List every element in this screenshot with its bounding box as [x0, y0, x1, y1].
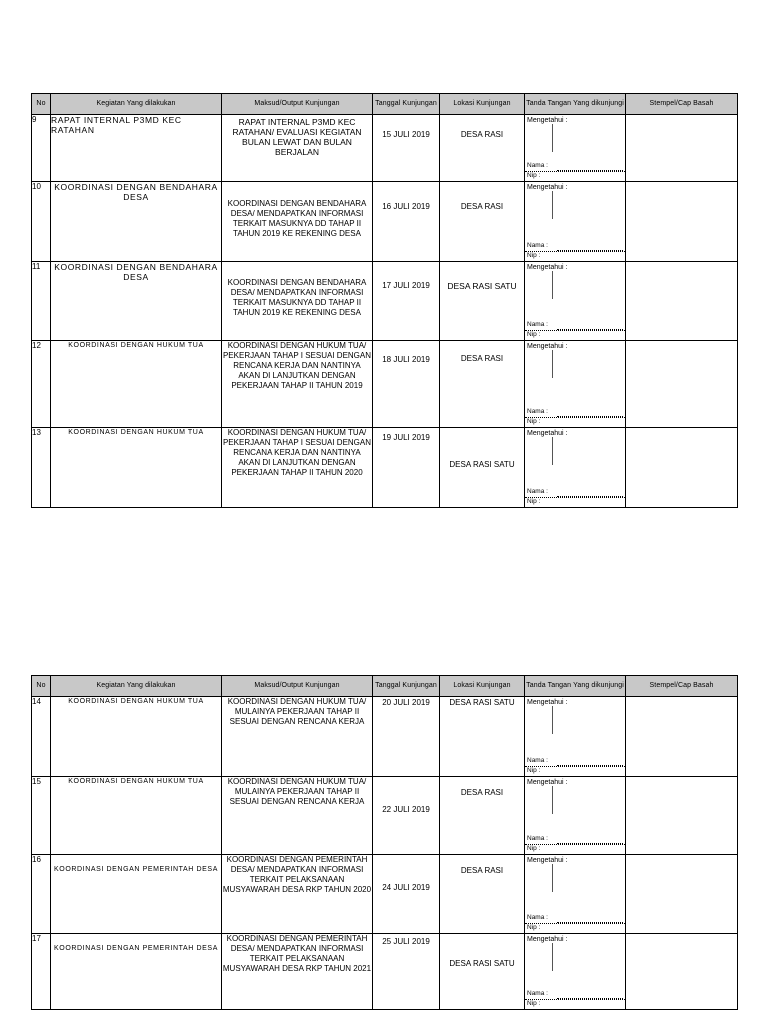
- nip-label: Nip :: [527, 1000, 541, 1007]
- row-kegiatan: RAPAT INTERNAL P3MD KEC RATAHAN: [51, 115, 222, 182]
- row-maksud-text: KOORDINASI DENGAN BENDAHARA DESA/ MENDAPATKAN INFORMASI TERKAIT MASUKNYA DD TAHAP II TAHUN 2019 KE REKENING DESA: [227, 199, 367, 238]
- activity-table-2: [31, 675, 738, 1010]
- nama-label: Nama :: [527, 990, 548, 997]
- signature-divider: [552, 191, 553, 219]
- row-kegiatan-text: KOORDINASI DENGAN PEMERINTAH DESA: [54, 866, 218, 873]
- stamp-cell: [626, 262, 738, 341]
- row-lokasi: [440, 341, 525, 428]
- row-maksud: [222, 428, 373, 508]
- signature-divider: [552, 437, 553, 465]
- signature-divider: [552, 864, 553, 892]
- signature-divider: [552, 943, 553, 971]
- row-maksud: [222, 182, 373, 262]
- stamp-cell: [626, 115, 738, 182]
- header-maksud: Maksud/Output Kunjungan: [222, 676, 373, 697]
- row-lokasi-text: DESA RASI SATU: [449, 959, 515, 968]
- nip-label: Nip :: [527, 252, 541, 259]
- row-kegiatan: KOORDINASI DENGAN HUKUM TUA: [51, 428, 222, 508]
- table-row: [32, 855, 738, 934]
- row-tanggal-text: 25 JULI 2019: [382, 937, 430, 946]
- row-lokasi-text: DESA RASI SATU: [449, 460, 515, 469]
- row-lokasi: [440, 855, 525, 934]
- row-maksud: [222, 777, 373, 855]
- header-lokasi: Lokasi Kunjungan: [440, 94, 525, 115]
- nama-label: Nama :: [527, 162, 548, 169]
- row-kegiatan-text: KOORDINASI DENGAN PEMERINTAH DESA: [54, 945, 218, 952]
- table-header-row: [32, 94, 738, 115]
- row-tanggal: [373, 182, 440, 262]
- nip-label: Nip :: [527, 924, 541, 931]
- row-tanggal-text: 20 JULI 2019: [382, 698, 430, 707]
- mengetahui-label: Mengetahui :: [527, 343, 568, 350]
- nama-label: Nama :: [527, 914, 548, 921]
- signature-cell: [525, 115, 626, 182]
- stamp-cell: [626, 182, 738, 262]
- row-maksud-text: KOORDINASI DENGAN HUKUM TUA/ PEKERJAAN TAHAP I SESUAI DENGAN RENCANA KERJA DAN NANTINYA AKAN DI LANJUTKAN DENGAN PEKERJAAN TAHAP II TAHUN 2019: [222, 341, 372, 390]
- row-no: 9: [32, 115, 51, 182]
- nama-label: Nama :: [527, 242, 548, 249]
- header-no: No: [32, 676, 51, 697]
- mengetahui-label: Mengetahui :: [527, 430, 568, 437]
- header-ttd: Tanda Tangan Yang dikunjungi: [525, 676, 626, 697]
- row-kegiatan: KOORDINASI DENGAN BENDAHARA DESA: [51, 262, 222, 341]
- nip-label: Nip :: [527, 767, 541, 774]
- row-kegiatan: [51, 934, 222, 1010]
- table-header-row: [32, 676, 738, 697]
- row-tanggal: [373, 777, 440, 855]
- nama-label: Nama :: [527, 488, 548, 495]
- row-maksud: [222, 697, 373, 777]
- header-stempel: Stempel/Cap Basah: [626, 676, 738, 697]
- row-maksud-text: KOORDINASI DENGAN HUKUM TUA/ MULAINYA PEKERJAAN TAHAP II SESUAI DENGAN RENCANA KERJA: [227, 697, 367, 726]
- header-lokasi: Lokasi Kunjungan: [440, 676, 525, 697]
- header-tanggal: Tanggal Kunjungan: [373, 94, 440, 115]
- row-lokasi-text: DESA RASI: [460, 788, 504, 797]
- nama-label: Nama :: [527, 408, 548, 415]
- row-tanggal-text: 17 JULI 2019: [382, 281, 430, 290]
- signature-cell: [525, 697, 626, 777]
- signature-divider: [552, 706, 553, 734]
- row-no: 11: [32, 262, 51, 341]
- row-tanggal: [373, 697, 440, 777]
- table-row: [32, 262, 738, 341]
- row-tanggal: [373, 115, 440, 182]
- nip-label: Nip :: [527, 418, 541, 425]
- row-maksud-text: KOORDINASI DENGAN PEMERINTAH DESA/ MENDAPATKAN INFORMASI TERKAIT PELAKSANAAN MUSYAWARAH DESA RKP TAHUN 2021: [222, 934, 372, 973]
- row-lokasi-text: DESA RASI: [460, 866, 504, 875]
- signature-divider: [552, 271, 553, 299]
- mengetahui-label: Mengetahui :: [527, 779, 568, 786]
- stamp-cell: [626, 934, 738, 1010]
- signature-cell: [525, 262, 626, 341]
- row-maksud: [222, 115, 373, 182]
- signature-divider: [552, 350, 553, 378]
- nip-label: Nip :: [527, 845, 541, 852]
- mengetahui-label: Mengetahui :: [527, 117, 568, 124]
- signature-cell: [525, 428, 626, 508]
- header-maksud: Maksud/Output Kunjungan: [222, 94, 373, 115]
- row-maksud-text: KOORDINASI DENGAN PEMERINTAH DESA/ MENDAPATKAN INFORMASI TERKAIT PELAKSANAAN MUSYAWARAH DESA RKP TAHUN 2020: [222, 855, 372, 894]
- mengetahui-label: Mengetahui :: [527, 699, 568, 706]
- activity-table-1: [31, 93, 738, 508]
- nama-label: Nama :: [527, 321, 548, 328]
- stamp-cell: [626, 341, 738, 428]
- signature-cell: [525, 934, 626, 1010]
- stamp-cell: [626, 777, 738, 855]
- row-lokasi-text: DESA RASI: [460, 130, 504, 139]
- row-tanggal: [373, 341, 440, 428]
- nama-label: Nama :: [527, 757, 548, 764]
- signature-cell: [525, 777, 626, 855]
- row-tanggal-text: 24 JULI 2019: [382, 883, 430, 892]
- row-lokasi-text: DESA RASI: [460, 354, 504, 363]
- signature-cell: [525, 182, 626, 262]
- table-row: [32, 115, 738, 182]
- row-no: 14: [32, 697, 51, 777]
- table-row: [32, 777, 738, 855]
- mengetahui-label: Mengetahui :: [527, 936, 568, 943]
- row-maksud-text: KOORDINASI DENGAN HUKUM TUA/ MULAINYA PEKERJAAN TAHAP II SESUAI DENGAN RENCANA KERJA: [227, 777, 367, 806]
- row-no: 10: [32, 182, 51, 262]
- row-no: 15: [32, 777, 51, 855]
- table-row: [32, 428, 738, 508]
- nip-label: Nip :: [527, 498, 541, 505]
- row-tanggal-text: 16 JULI 2019: [382, 202, 430, 211]
- row-lokasi: [440, 934, 525, 1010]
- nip-label: Nip :: [527, 331, 541, 338]
- row-maksud: [222, 934, 373, 1010]
- header-stempel: Stempel/Cap Basah: [626, 94, 738, 115]
- row-tanggal-text: 19 JULI 2019: [382, 433, 430, 442]
- signature-divider: [552, 124, 553, 152]
- header-kegiatan: Kegiatan Yang dilakukan: [51, 676, 222, 697]
- row-lokasi: [440, 182, 525, 262]
- nip-label: Nip :: [527, 172, 541, 179]
- row-maksud-text: KOORDINASI DENGAN BENDAHARA DESA/ MENDAPATKAN INFORMASI TERKAIT MASUKNYA DD TAHAP II TAHUN 2019 KE REKENING DESA: [227, 278, 367, 317]
- header-ttd: Tanda Tangan Yang dikunjungi: [525, 94, 626, 115]
- row-tanggal-text: 18 JULI 2019: [382, 355, 430, 364]
- row-maksud: [222, 341, 373, 428]
- row-lokasi: [440, 115, 525, 182]
- table-row: [32, 934, 738, 1010]
- header-kegiatan: Kegiatan Yang dilakukan: [51, 94, 222, 115]
- row-kegiatan: KOORDINASI DENGAN BENDAHARA DESA: [51, 182, 222, 262]
- row-lokasi-text: DESA RASI SATU: [449, 698, 515, 707]
- table-row: [32, 697, 738, 777]
- row-maksud: [222, 262, 373, 341]
- row-tanggal: [373, 428, 440, 508]
- row-lokasi: [440, 262, 525, 341]
- header-no: No: [32, 94, 51, 115]
- row-no: 12: [32, 341, 51, 428]
- mengetahui-label: Mengetahui :: [527, 264, 568, 271]
- row-maksud-text: RAPAT INTERNAL P3MD KEC RATAHAN/ EVALUASI KEGIATAN BULAN LEWAT DAN BULAN BERJALAN: [232, 117, 362, 157]
- row-kegiatan: [51, 855, 222, 934]
- stamp-cell: [626, 697, 738, 777]
- mengetahui-label: Mengetahui :: [527, 857, 568, 864]
- row-lokasi-text: DESA RASI SATU: [447, 281, 517, 291]
- row-maksud-text: KOORDINASI DENGAN HUKUM TUA/ PEKERJAAN TAHAP I SESUAI DENGAN RENCANA KERJA DAN NANTINYA AKAN DI LANJUTKAN DENGAN PEKERJAAN TAHAP II TAHUN 2020: [222, 428, 372, 477]
- header-tanggal: Tanggal Kunjungan: [373, 676, 440, 697]
- table-row: [32, 341, 738, 428]
- row-tanggal: [373, 262, 440, 341]
- signature-divider: [552, 786, 553, 814]
- row-kegiatan: KOORDINASI DENGAN HUKUM TUA: [51, 697, 222, 777]
- row-tanggal: [373, 855, 440, 934]
- row-lokasi-text: DESA RASI: [460, 202, 504, 211]
- row-lokasi: [440, 428, 525, 508]
- row-kegiatan: KOORDINASI DENGAN HUKUM TUA: [51, 341, 222, 428]
- row-maksud: [222, 855, 373, 934]
- row-tanggal-text: 22 JULI 2019: [382, 805, 430, 814]
- row-no: 13: [32, 428, 51, 508]
- signature-cell: [525, 855, 626, 934]
- stamp-cell: [626, 855, 738, 934]
- row-tanggal-text: 15 JULI 2019: [382, 130, 430, 139]
- row-tanggal: [373, 934, 440, 1010]
- row-lokasi: [440, 697, 525, 777]
- row-no: 16: [32, 855, 51, 934]
- row-kegiatan: KOORDINASI DENGAN HUKUM TUA: [51, 777, 222, 855]
- row-no: 17: [32, 934, 51, 1010]
- signature-cell: [525, 341, 626, 428]
- stamp-cell: [626, 428, 738, 508]
- mengetahui-label: Mengetahui :: [527, 184, 568, 191]
- table-row: [32, 182, 738, 262]
- nama-label: Nama :: [527, 835, 548, 842]
- row-lokasi: [440, 777, 525, 855]
